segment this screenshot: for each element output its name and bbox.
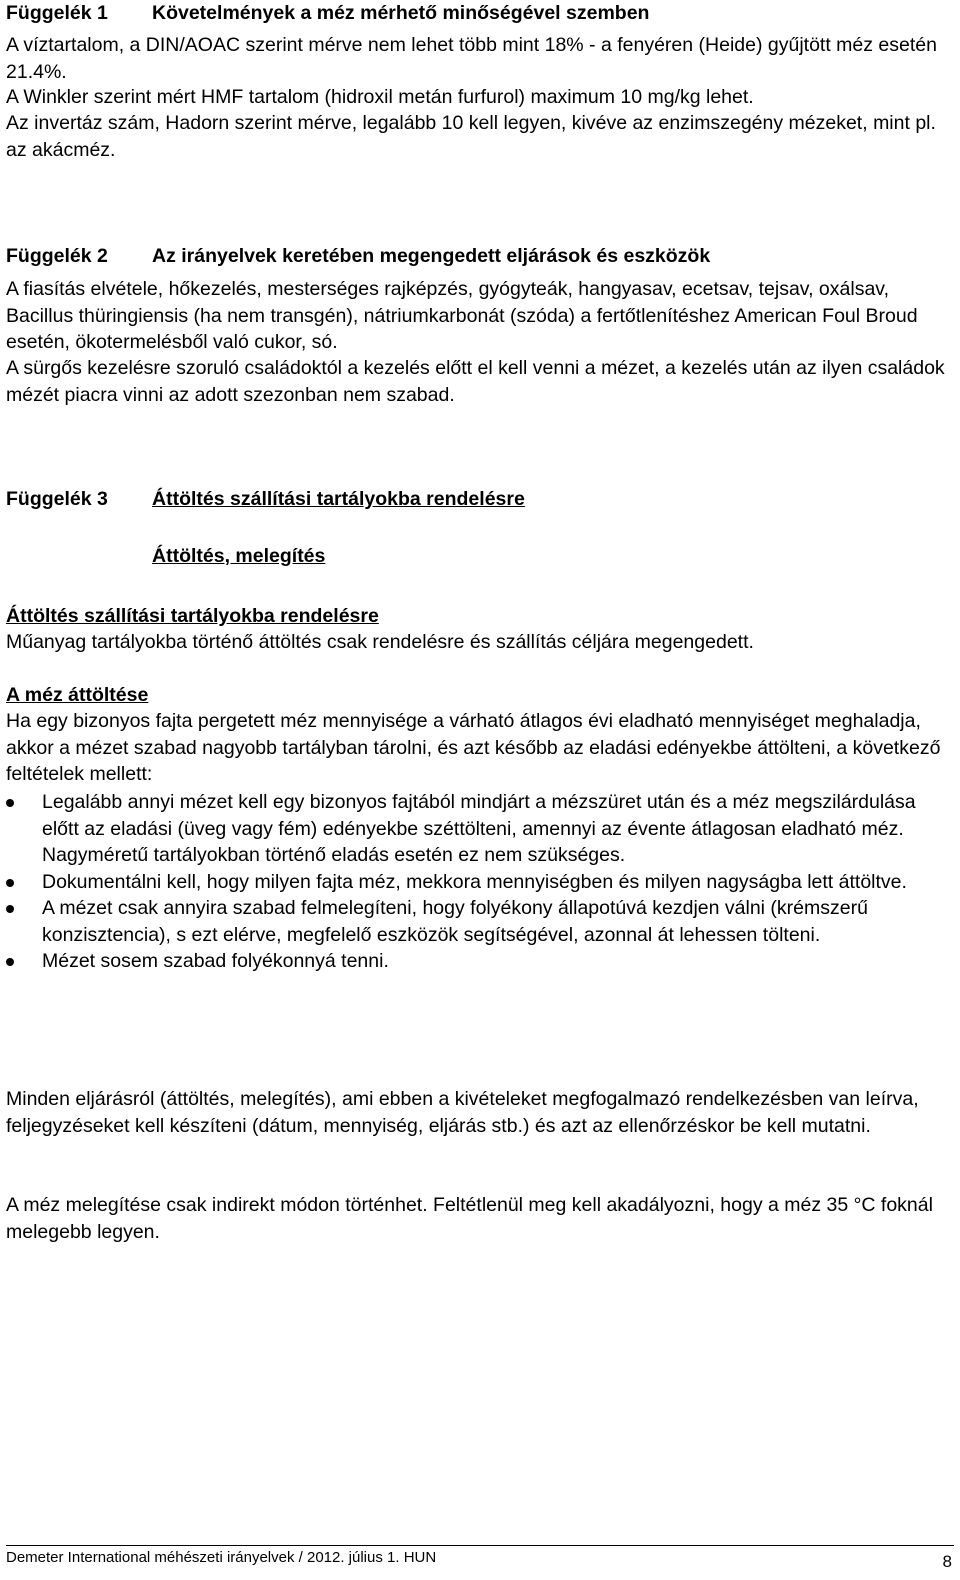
list-item (6, 789, 954, 869)
list-item-text: Dokumentálni kell, hogy milyen fajta méz, mekkora mennyiségben és milyen nagyságba lett áttöltve. (42, 870, 907, 893)
bullet-icon (6, 799, 14, 807)
list-item-text: A mézet csak annyira szabad felmelegíteni, hogy folyékony állapotúvá kezdjen válni (krémszerű konzisztencia), s ezt elérve, megfelelő eszközök segítségével, azonnal át lehessen tölteni. (42, 897, 868, 946)
appendix-1-number: Függelék 1 (6, 2, 108, 24)
appendix-2-paragraph-2: A sürgős kezelésre szoruló családoktól a kezelés előtt el kell venni a mézet, a kezelés után az ilyen családok mézét piacra vinni az adott szezonban nem szabad. (6, 357, 945, 406)
appendix-3-subtitle: Áttöltés, melegítés (152, 545, 326, 567)
appendix-2-title: Az irányelvek keretében megengedett eljárások és eszközök (152, 245, 711, 267)
section-honey-transfer-heading: A méz áttöltése (6, 684, 149, 706)
appendix-3-number: Függelék 3 (6, 488, 108, 510)
appendix-1-hmf: A Winkler szerint mért HMF tartalom (hidroxil metán furfurol) maximum 10 mg/kg lehet. (6, 86, 754, 108)
appendix-2-number: Függelék 2 (6, 245, 108, 267)
bullet-icon (6, 958, 14, 966)
appendix-1-title: Követelmények a méz mérhető minőségével szemben (152, 2, 650, 24)
appendix-3-title: Áttöltés szállítási tartályokba rendelésre (152, 488, 525, 510)
list-item-text: Mézet sosem szabad folyékonnyá tenni. (42, 950, 389, 972)
list-item-text: Legalább annyi mézet kell egy bizonyos fajtából mindjárt a mézszüret után és a méz megszilárdulása előtt az eladási (üveg vagy fém) edényekbe széttölteni, amennyi az évente átlagosan eladható méz. Nagyméretű tartályokban történő eladás esetén ez nem szükséges. (42, 791, 916, 866)
conditions-list (6, 789, 954, 975)
footer-divider (6, 1545, 954, 1546)
appendix-3-heading (6, 486, 525, 512)
bullet-icon (6, 879, 14, 887)
appendix-1-water-content: A víztartalom, a DIN/AOAC szerint mérve nem lehet több mint 18% - a fenyéren (Heide) gyűjtött méz esetén 21.4%. (6, 34, 937, 83)
page-number: 8 (942, 1552, 952, 1571)
bullet-icon (6, 905, 14, 913)
section-transfer-text: Műanyag tartályokba történő áttöltés csak rendelésre és szállítás céljára megengedett. (6, 631, 754, 653)
appendix-1-heading (6, 0, 649, 26)
footer-text: Demeter International méhészeti irányelvek / 2012. július 1. HUN (6, 1549, 437, 1566)
heating-paragraph: A méz melegítése csak indirekt módon történhet. Feltétlenül meg kell akadályozni, hogy a méz 35 °C foknál melegebb legyen. (6, 1194, 933, 1243)
list-item (6, 869, 954, 896)
list-item (6, 895, 954, 948)
list-item (6, 948, 954, 975)
records-paragraph: Minden eljárásról (áttöltés, melegítés), ami ebben a kivételeket megfogalmazó rendelkezésben van leírva, feljegyzéseket kell készíteni (dátum, mennyiség, eljárás stb.) és azt az ellenőrzéskor be kell mutatni. (6, 1088, 919, 1137)
appendix-2-heading (6, 243, 710, 269)
section-transfer-heading: Áttöltés szállítási tartályokba rendelésre (6, 605, 379, 627)
appendix-2-paragraph-1: A fiasítás elvétele, hőkezelés, mesterséges rajképzés, gyógyteák, hangyasav, ecetsav, tejsav, oxálsav, Bacillus thüringiensis (ha nem transgén), nátriumkarbonát (szóda) a fertőtlenítéshez American Foul Broud esetén, ökotermelésből való cukor, só. (6, 278, 918, 353)
section-honey-transfer-text: Ha egy bizonyos fajta pergetett méz mennyisége a várható átlagos évi eladható mennyiséget meghaladja, akkor a mézet szabad nagyobb tartályban tárolni, és azt később az eladási edényekbe áttölteni, a következő feltételek mellett: (6, 710, 941, 785)
appendix-1-invertase: Az invertáz szám, Hadorn szerint mérve, legalább 10 kell legyen, kivéve az enzimszegény mézeket, mint pl. az akácméz. (6, 112, 936, 161)
